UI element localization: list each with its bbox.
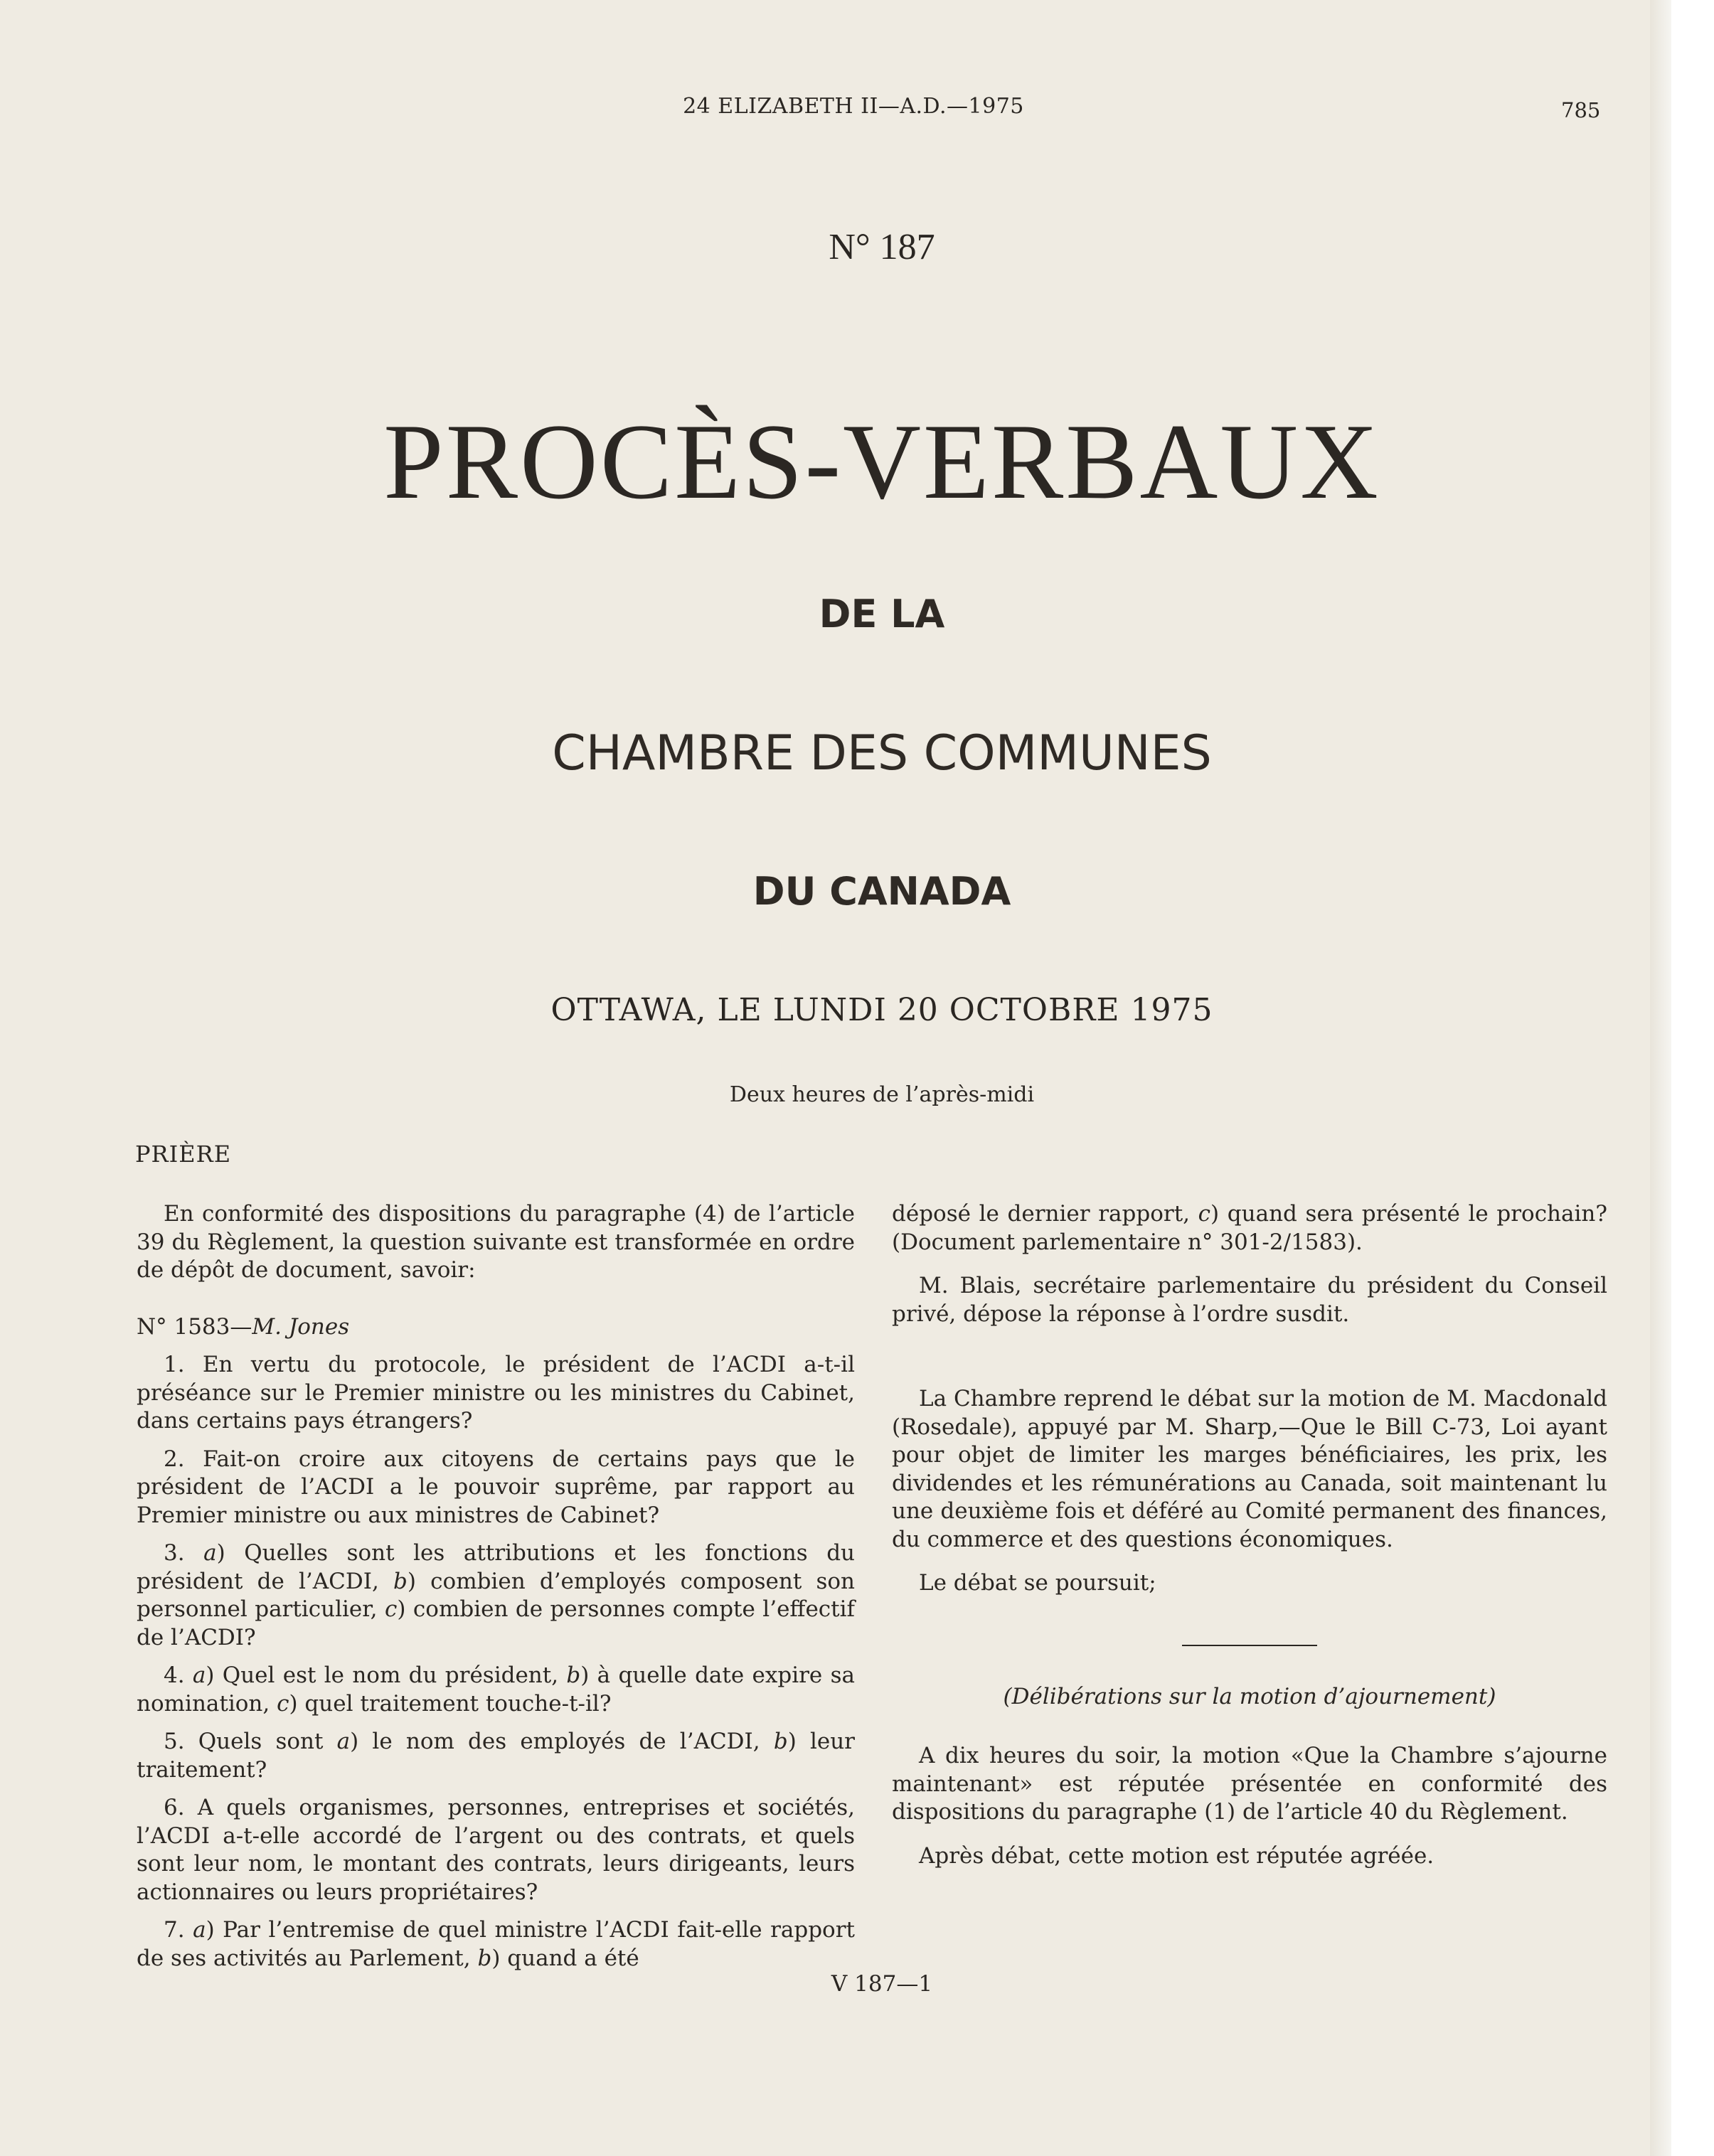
question-3: 3. a) Quelles sont les attributions et les fonctions du président de l’ACDI, b) combien d’employés composent son personnel particulier, c) combien de personnes compte l’effectif de l’ACDI? (137, 1540, 856, 1650)
left-column (137, 1200, 855, 1982)
page-footer: V 187—1 (831, 1971, 933, 1997)
spacer (892, 1338, 1607, 1385)
debate-paragraph: La Chambre reprend le débat sur la motion de M. Macdonald (Rosedale), appuyé par M. Sharp,—Que le Bill C-73, Loi ayant pour objet de limiter les marges bénéficiaires, les prix, les dividendes et les rémunérations au Canada, soit maintenant lu une deuxième fois et déféré au Comité permanent des finances, du commerce et des questions économiques. (892, 1386, 1607, 1552)
priere-heading: PRIÈRE (135, 1141, 232, 1168)
question-4: 4. a) Quel est le nom du président, b) à quelle date expire sa nomination, c) quel traitement touche-t-il? (137, 1663, 855, 1717)
issue-number: N° 187 (829, 227, 935, 267)
blais-paragraph: M. Blais, secrétaire parlementaire du président du Conseil privé, dépose la réponse à l’ordre susdit. (892, 1273, 1607, 1327)
question-1: 1. En vertu du protocole, le président de l’ACDI a-t-il préséance sur le Premier ministre ou les ministres du Cabinet, dans certains pays étrangers? (137, 1352, 855, 1434)
question-6: 6. A quels organismes, personnes, entreprises et sociétés, l’ACDI a-t-elle accordé de l’argent ou des contrats, et quels sont leur nom, le montant des contrats, leurs dirigeants, leurs actionnaires ou leurs propriétaires? (137, 1795, 855, 1905)
dateline: OTTAWA, LE LUNDI 20 OCTOBRE 1975 (550, 992, 1213, 1028)
page-number: 785 (1561, 98, 1601, 122)
question-number: N° 1583— (137, 1313, 252, 1340)
question-7: 7. a) Par l’entremise de quel ministre l’ACDI fait-elle rapport de ses activités au Parlement, b) quand a été (137, 1917, 855, 1971)
page-title: PROCÈS-VERBAUX (383, 402, 1380, 521)
subtitle-de-la: DE LA (819, 592, 945, 636)
question-2: 2. Fait-on croire aux citoyens de certains pays que le président de l’ACDI a le pouvoir suprême, par rapport au Premier ministre ou aux ministres de Cabinet? (137, 1446, 855, 1528)
motion-agreed: Après débat, cette motion est réputée agréée. (919, 1842, 1434, 1869)
page-edge (1650, 0, 1671, 2156)
question-5: 5. Quels sont a) le nom des employés de l’ACDI, b) leur traitement? (137, 1729, 856, 1783)
question-7-continued: déposé le dernier rapport, c) quand sera présenté le prochain? (Document parlementaire n° 301-2/1583). (892, 1201, 1607, 1255)
subtitle-chambre: CHAMBRE DES COMMUNES (552, 725, 1212, 781)
adjournment-paragraph: A dix heures du soir, la motion «Que la Chambre s’ajourne maintenant» est réputée présentée en conformité des dispositions du paragraphe (1) de l’article 40 du Règlement. (892, 1743, 1607, 1825)
question-heading (137, 1313, 855, 1342)
question-author: M. Jones (252, 1313, 350, 1340)
running-header: 24 ELIZABETH II—A.D.—1975 (683, 94, 1024, 119)
debate-continues: Le débat se poursuit; (919, 1570, 1156, 1596)
adjournment-heading: (Délibérations sur la motion d’ajournement) (1003, 1683, 1496, 1709)
subtitle-canada: DU CANADA (752, 869, 1011, 914)
sitting-time: Deux heures de l’après-midi (729, 1082, 1035, 1107)
right-column (892, 1200, 1607, 1880)
intro-paragraph: En conformité des dispositions du paragraphe (4) de l’article 39 du Règlement, la question suivante est transformée en ordre de dépôt de document, savoir: (137, 1201, 855, 1283)
